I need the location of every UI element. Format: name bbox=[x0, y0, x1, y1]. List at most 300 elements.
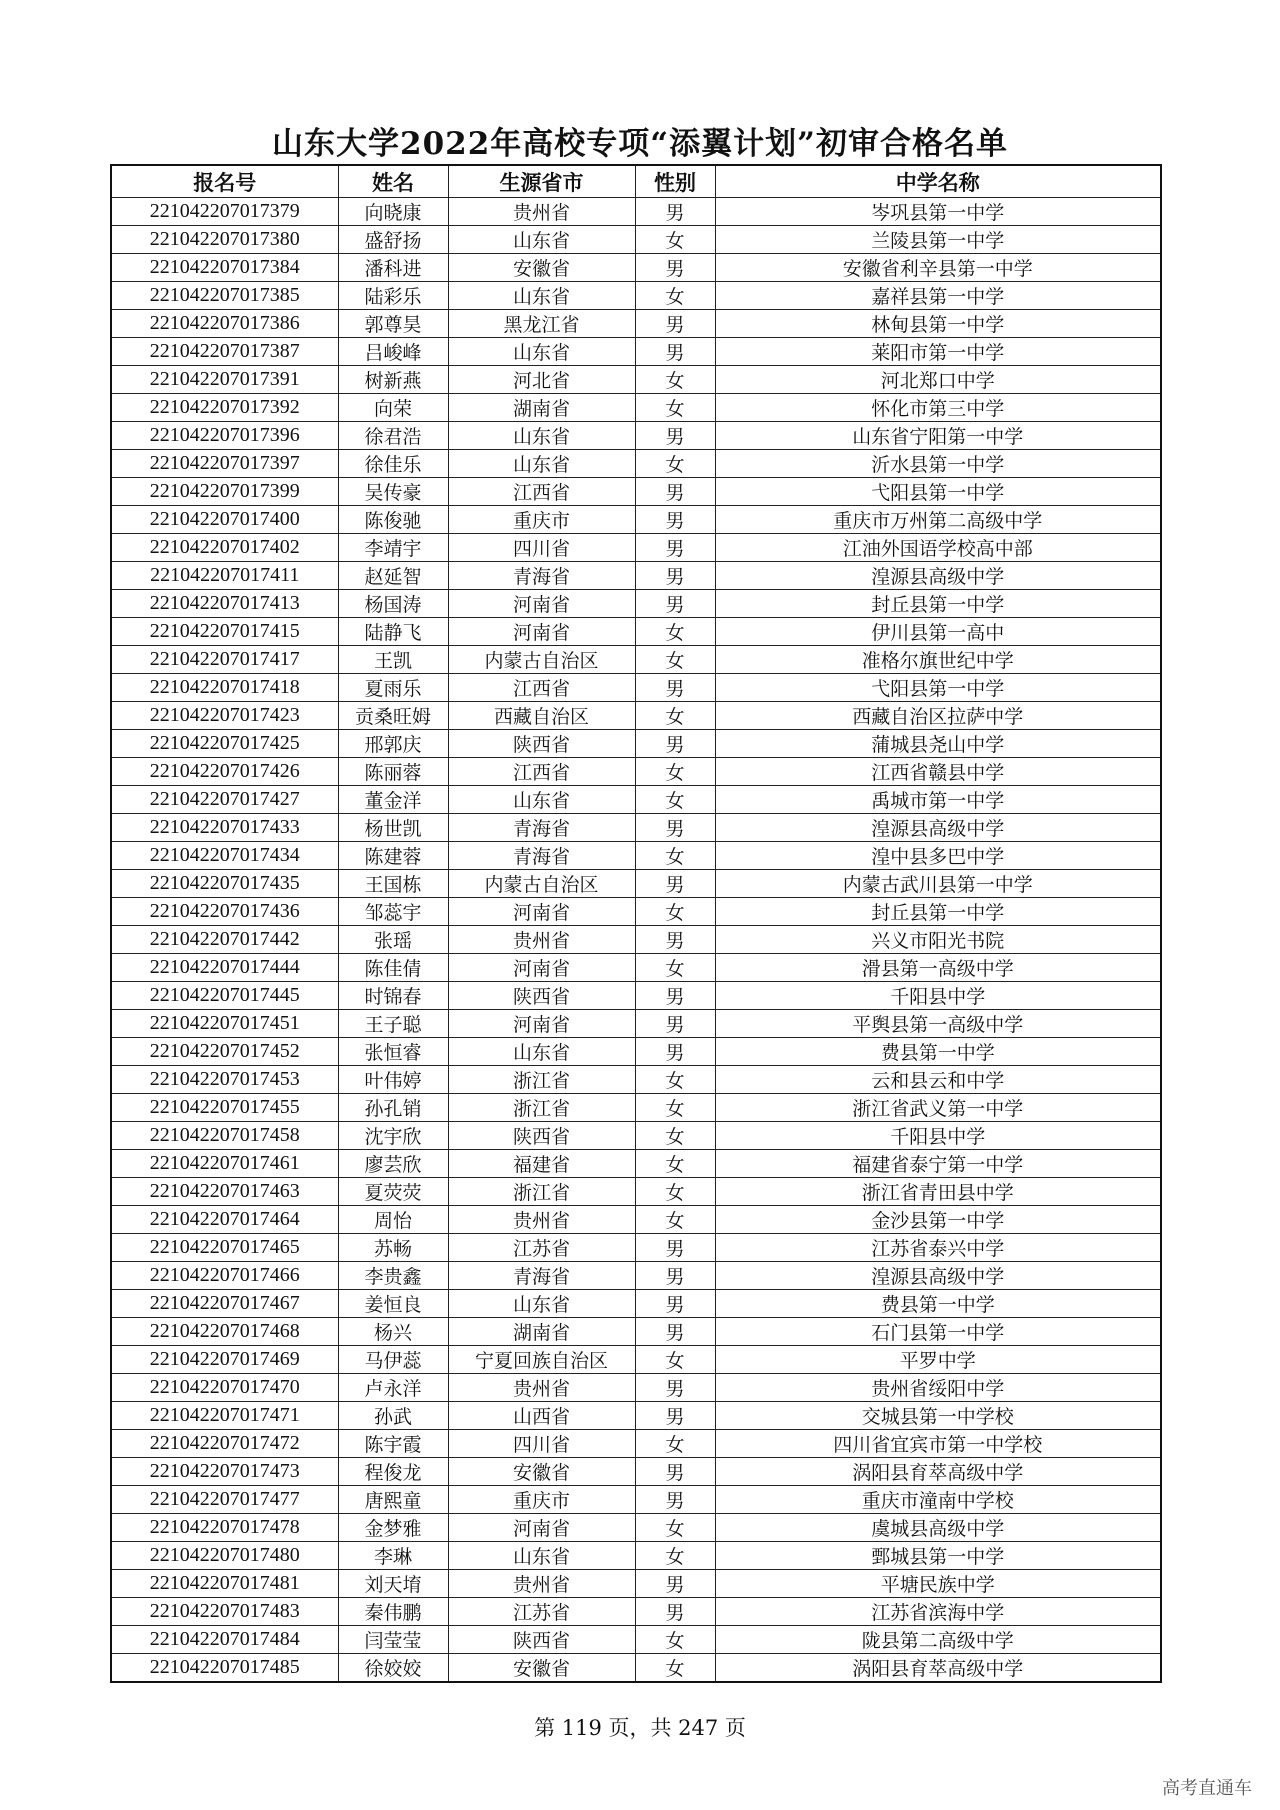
cell-name: 李贵鑫 bbox=[338, 1262, 448, 1290]
table-row bbox=[111, 646, 1161, 674]
cell-gender: 男 bbox=[635, 1402, 715, 1430]
table-row bbox=[111, 954, 1161, 982]
table-row bbox=[111, 422, 1161, 450]
cell-name: 王凯 bbox=[338, 646, 448, 674]
cell-province: 四川省 bbox=[448, 1430, 635, 1458]
cell-school: 石门县第一中学 bbox=[715, 1318, 1161, 1346]
cell-province: 浙江省 bbox=[448, 1094, 635, 1122]
table-row bbox=[111, 1290, 1161, 1318]
cell-id: 221042207017427 bbox=[111, 786, 338, 814]
cell-name: 孙武 bbox=[338, 1402, 448, 1430]
cell-gender: 男 bbox=[635, 310, 715, 338]
cell-name: 向荣 bbox=[338, 394, 448, 422]
cell-id: 221042207017455 bbox=[111, 1094, 338, 1122]
cell-id: 221042207017442 bbox=[111, 926, 338, 954]
cell-school: 四川省宜宾市第一中学校 bbox=[715, 1430, 1161, 1458]
cell-name: 廖芸欣 bbox=[338, 1150, 448, 1178]
cell-province: 西藏自治区 bbox=[448, 702, 635, 730]
cell-gender: 女 bbox=[635, 1206, 715, 1234]
cell-id: 221042207017451 bbox=[111, 1010, 338, 1038]
cell-province: 江苏省 bbox=[448, 1598, 635, 1626]
cell-province: 陕西省 bbox=[448, 982, 635, 1010]
cell-id: 221042207017387 bbox=[111, 338, 338, 366]
cell-id: 221042207017418 bbox=[111, 674, 338, 702]
table-row bbox=[111, 254, 1161, 282]
table-row bbox=[111, 730, 1161, 758]
cell-province: 江西省 bbox=[448, 478, 635, 506]
cell-gender: 男 bbox=[635, 534, 715, 562]
cell-province: 贵州省 bbox=[448, 1570, 635, 1598]
cell-school: 浙江省武义第一中学 bbox=[715, 1094, 1161, 1122]
cell-name: 贡桑旺姆 bbox=[338, 702, 448, 730]
cell-school: 千阳县中学 bbox=[715, 1122, 1161, 1150]
table-row bbox=[111, 814, 1161, 842]
table-row bbox=[111, 1402, 1161, 1430]
cell-gender: 女 bbox=[635, 646, 715, 674]
cell-name: 杨世凯 bbox=[338, 814, 448, 842]
cell-name: 李琳 bbox=[338, 1542, 448, 1570]
cell-name: 徐佳乐 bbox=[338, 450, 448, 478]
cell-gender: 女 bbox=[635, 394, 715, 422]
table-row bbox=[111, 534, 1161, 562]
cell-name: 王子聪 bbox=[338, 1010, 448, 1038]
table-row bbox=[111, 478, 1161, 506]
cell-school: 封丘县第一中学 bbox=[715, 898, 1161, 926]
cell-school: 弋阳县第一中学 bbox=[715, 478, 1161, 506]
cell-id: 221042207017484 bbox=[111, 1626, 338, 1654]
table-row bbox=[111, 1374, 1161, 1402]
cell-gender: 男 bbox=[635, 338, 715, 366]
cell-province: 山东省 bbox=[448, 786, 635, 814]
cell-gender: 女 bbox=[635, 898, 715, 926]
cell-gender: 男 bbox=[635, 1010, 715, 1038]
cell-id: 221042207017444 bbox=[111, 954, 338, 982]
cell-gender: 男 bbox=[635, 590, 715, 618]
cell-gender: 女 bbox=[635, 1430, 715, 1458]
cell-name: 徐君浩 bbox=[338, 422, 448, 450]
table-row bbox=[111, 1038, 1161, 1066]
table-row bbox=[111, 674, 1161, 702]
cell-id: 221042207017470 bbox=[111, 1374, 338, 1402]
cell-name: 程俊龙 bbox=[338, 1458, 448, 1486]
cell-gender: 女 bbox=[635, 1514, 715, 1542]
cell-name: 马伊蕊 bbox=[338, 1346, 448, 1374]
cell-gender: 男 bbox=[635, 870, 715, 898]
cell-id: 221042207017473 bbox=[111, 1458, 338, 1486]
cell-name: 盛舒扬 bbox=[338, 226, 448, 254]
cell-school: 千阳县中学 bbox=[715, 982, 1161, 1010]
table-row bbox=[111, 1318, 1161, 1346]
cell-province: 重庆市 bbox=[448, 1486, 635, 1514]
cell-gender: 男 bbox=[635, 926, 715, 954]
cell-gender: 女 bbox=[635, 366, 715, 394]
cell-gender: 男 bbox=[635, 1486, 715, 1514]
cell-school: 平罗中学 bbox=[715, 1346, 1161, 1374]
cell-province: 山东省 bbox=[448, 450, 635, 478]
cell-school: 封丘县第一中学 bbox=[715, 590, 1161, 618]
cell-name: 陈建蓉 bbox=[338, 842, 448, 870]
cell-name: 邹蕊宇 bbox=[338, 898, 448, 926]
cell-id: 221042207017397 bbox=[111, 450, 338, 478]
cell-id: 221042207017379 bbox=[111, 198, 338, 226]
cell-province: 山东省 bbox=[448, 1290, 635, 1318]
cell-province: 河南省 bbox=[448, 898, 635, 926]
cell-province: 贵州省 bbox=[448, 198, 635, 226]
cell-id: 221042207017467 bbox=[111, 1290, 338, 1318]
cell-id: 221042207017472 bbox=[111, 1430, 338, 1458]
cell-id: 221042207017466 bbox=[111, 1262, 338, 1290]
cell-province: 江西省 bbox=[448, 758, 635, 786]
cell-gender: 男 bbox=[635, 1598, 715, 1626]
cell-id: 221042207017417 bbox=[111, 646, 338, 674]
cell-school: 河北郑口中学 bbox=[715, 366, 1161, 394]
cell-school: 涡阳县育萃高级中学 bbox=[715, 1654, 1161, 1683]
table-row bbox=[111, 758, 1161, 786]
cell-province: 河南省 bbox=[448, 618, 635, 646]
table-row bbox=[111, 1626, 1161, 1654]
cell-name: 王国栋 bbox=[338, 870, 448, 898]
cell-school: 嘉祥县第一中学 bbox=[715, 282, 1161, 310]
cell-school: 岑巩县第一中学 bbox=[715, 198, 1161, 226]
cell-id: 221042207017400 bbox=[111, 506, 338, 534]
cell-name: 陈佳倩 bbox=[338, 954, 448, 982]
cell-gender: 男 bbox=[635, 674, 715, 702]
cell-name: 沈宇欣 bbox=[338, 1122, 448, 1150]
cell-gender: 男 bbox=[635, 1262, 715, 1290]
table-row bbox=[111, 366, 1161, 394]
cell-school: 湟源县高级中学 bbox=[715, 562, 1161, 590]
cell-province: 山东省 bbox=[448, 422, 635, 450]
cell-gender: 女 bbox=[635, 954, 715, 982]
cell-school: 沂水县第一中学 bbox=[715, 450, 1161, 478]
cell-id: 221042207017468 bbox=[111, 1318, 338, 1346]
cell-province: 河南省 bbox=[448, 1514, 635, 1542]
cell-id: 221042207017385 bbox=[111, 282, 338, 310]
cell-province: 青海省 bbox=[448, 842, 635, 870]
cell-school: 湟中县多巴中学 bbox=[715, 842, 1161, 870]
cell-province: 河南省 bbox=[448, 1010, 635, 1038]
cell-id: 221042207017465 bbox=[111, 1234, 338, 1262]
table-row bbox=[111, 1430, 1161, 1458]
cell-school: 平塘民族中学 bbox=[715, 1570, 1161, 1598]
cell-school: 费县第一中学 bbox=[715, 1038, 1161, 1066]
table-row bbox=[111, 982, 1161, 1010]
cell-school: 湟源县高级中学 bbox=[715, 814, 1161, 842]
cell-gender: 女 bbox=[635, 1626, 715, 1654]
table-row bbox=[111, 1458, 1161, 1486]
table-row bbox=[111, 1346, 1161, 1374]
table-row bbox=[111, 506, 1161, 534]
table-row bbox=[111, 1066, 1161, 1094]
cell-school: 西藏自治区拉萨中学 bbox=[715, 702, 1161, 730]
table-row bbox=[111, 282, 1161, 310]
cell-gender: 女 bbox=[635, 282, 715, 310]
cell-id: 221042207017380 bbox=[111, 226, 338, 254]
cell-province: 陕西省 bbox=[448, 730, 635, 758]
cell-province: 安徽省 bbox=[448, 1458, 635, 1486]
cell-gender: 女 bbox=[635, 1542, 715, 1570]
page-number: 第 119 页，共 247 页 bbox=[534, 1716, 746, 1740]
cell-school: 江西省赣县中学 bbox=[715, 758, 1161, 786]
table-row bbox=[111, 1122, 1161, 1150]
cell-gender: 女 bbox=[635, 758, 715, 786]
cell-name: 夏荧荧 bbox=[338, 1178, 448, 1206]
cell-gender: 女 bbox=[635, 842, 715, 870]
cell-gender: 男 bbox=[635, 982, 715, 1010]
cell-school: 云和县云和中学 bbox=[715, 1066, 1161, 1094]
cell-province: 浙江省 bbox=[448, 1178, 635, 1206]
table-row bbox=[111, 310, 1161, 338]
table-row bbox=[111, 898, 1161, 926]
table-row bbox=[111, 450, 1161, 478]
cell-name: 向晓康 bbox=[338, 198, 448, 226]
cell-id: 221042207017478 bbox=[111, 1514, 338, 1542]
cell-province: 陕西省 bbox=[448, 1122, 635, 1150]
cell-id: 221042207017453 bbox=[111, 1066, 338, 1094]
watermark: 高考直通车 bbox=[1162, 1778, 1252, 1799]
cell-gender: 女 bbox=[635, 1654, 715, 1683]
cell-id: 221042207017411 bbox=[111, 562, 338, 590]
cell-id: 221042207017452 bbox=[111, 1038, 338, 1066]
cell-school: 虞城县高级中学 bbox=[715, 1514, 1161, 1542]
cell-id: 221042207017480 bbox=[111, 1542, 338, 1570]
table-row bbox=[111, 590, 1161, 618]
cell-id: 221042207017426 bbox=[111, 758, 338, 786]
cell-province: 青海省 bbox=[448, 814, 635, 842]
cell-gender: 男 bbox=[635, 730, 715, 758]
table-row bbox=[111, 1542, 1161, 1570]
cell-name: 吴传豪 bbox=[338, 478, 448, 506]
table-row bbox=[111, 842, 1161, 870]
table-row bbox=[111, 338, 1161, 366]
cell-id: 221042207017423 bbox=[111, 702, 338, 730]
table-row bbox=[111, 870, 1161, 898]
column-header-name: 姓名 bbox=[338, 165, 448, 198]
cell-school: 内蒙古武川县第一中学 bbox=[715, 870, 1161, 898]
cell-gender: 女 bbox=[635, 450, 715, 478]
cell-id: 221042207017471 bbox=[111, 1402, 338, 1430]
cell-school: 费县第一中学 bbox=[715, 1290, 1161, 1318]
cell-gender: 男 bbox=[635, 254, 715, 282]
table-row bbox=[111, 394, 1161, 422]
cell-name: 陈丽蓉 bbox=[338, 758, 448, 786]
table-row bbox=[111, 786, 1161, 814]
cell-province: 湖南省 bbox=[448, 394, 635, 422]
cell-id: 221042207017399 bbox=[111, 478, 338, 506]
cell-id: 221042207017436 bbox=[111, 898, 338, 926]
cell-school: 交城县第一中学校 bbox=[715, 1402, 1161, 1430]
cell-gender: 女 bbox=[635, 618, 715, 646]
cell-province: 山东省 bbox=[448, 338, 635, 366]
cell-gender: 男 bbox=[635, 1234, 715, 1262]
table-row bbox=[111, 1094, 1161, 1122]
cell-school: 湟源县高级中学 bbox=[715, 1262, 1161, 1290]
cell-school: 金沙县第一中学 bbox=[715, 1206, 1161, 1234]
cell-school: 鄄城县第一中学 bbox=[715, 1542, 1161, 1570]
cell-school: 贵州省绥阳中学 bbox=[715, 1374, 1161, 1402]
cell-province: 江苏省 bbox=[448, 1234, 635, 1262]
cell-gender: 女 bbox=[635, 1346, 715, 1374]
cell-province: 山东省 bbox=[448, 1542, 635, 1570]
table-row bbox=[111, 1262, 1161, 1290]
cell-province: 山东省 bbox=[448, 226, 635, 254]
cell-id: 221042207017461 bbox=[111, 1150, 338, 1178]
cell-name: 孙孔销 bbox=[338, 1094, 448, 1122]
cell-name: 卢永洋 bbox=[338, 1374, 448, 1402]
cell-province: 河南省 bbox=[448, 590, 635, 618]
cell-school: 兴义市阳光书院 bbox=[715, 926, 1161, 954]
cell-gender: 男 bbox=[635, 506, 715, 534]
cell-name: 刘天堉 bbox=[338, 1570, 448, 1598]
table-row bbox=[111, 1178, 1161, 1206]
cell-gender: 女 bbox=[635, 702, 715, 730]
cell-school: 江苏省滨海中学 bbox=[715, 1598, 1161, 1626]
cell-name: 闫莹莹 bbox=[338, 1626, 448, 1654]
cell-province: 贵州省 bbox=[448, 926, 635, 954]
cell-id: 221042207017396 bbox=[111, 422, 338, 450]
cell-province: 湖南省 bbox=[448, 1318, 635, 1346]
table-row bbox=[111, 1150, 1161, 1178]
table-row bbox=[111, 226, 1161, 254]
cell-gender: 男 bbox=[635, 562, 715, 590]
cell-school: 江苏省泰兴中学 bbox=[715, 1234, 1161, 1262]
cell-gender: 男 bbox=[635, 1318, 715, 1346]
cell-gender: 男 bbox=[635, 814, 715, 842]
cell-province: 贵州省 bbox=[448, 1206, 635, 1234]
table-row bbox=[111, 1010, 1161, 1038]
cell-name: 叶伟婷 bbox=[338, 1066, 448, 1094]
cell-id: 221042207017469 bbox=[111, 1346, 338, 1374]
candidate-table bbox=[110, 164, 1162, 1683]
cell-name: 潘科进 bbox=[338, 254, 448, 282]
cell-gender: 男 bbox=[635, 1458, 715, 1486]
table-body bbox=[111, 198, 1161, 1683]
cell-name: 徐姣姣 bbox=[338, 1654, 448, 1683]
cell-province: 贵州省 bbox=[448, 1374, 635, 1402]
cell-id: 221042207017402 bbox=[111, 534, 338, 562]
cell-province: 黑龙江省 bbox=[448, 310, 635, 338]
cell-id: 221042207017477 bbox=[111, 1486, 338, 1514]
cell-province: 青海省 bbox=[448, 562, 635, 590]
cell-name: 陈俊驰 bbox=[338, 506, 448, 534]
cell-school: 弋阳县第一中学 bbox=[715, 674, 1161, 702]
cell-gender: 男 bbox=[635, 1570, 715, 1598]
cell-id: 221042207017415 bbox=[111, 618, 338, 646]
cell-name: 金梦雅 bbox=[338, 1514, 448, 1542]
cell-province: 浙江省 bbox=[448, 1066, 635, 1094]
cell-gender: 男 bbox=[635, 1374, 715, 1402]
cell-province: 江西省 bbox=[448, 674, 635, 702]
table-row bbox=[111, 618, 1161, 646]
column-header-province: 生源省市 bbox=[448, 165, 635, 198]
cell-school: 安徽省利辛县第一中学 bbox=[715, 254, 1161, 282]
table-row bbox=[111, 1514, 1161, 1542]
cell-name: 陈宇霞 bbox=[338, 1430, 448, 1458]
cell-id: 221042207017386 bbox=[111, 310, 338, 338]
table-row bbox=[111, 1206, 1161, 1234]
cell-name: 李靖宇 bbox=[338, 534, 448, 562]
cell-name: 吕峻峰 bbox=[338, 338, 448, 366]
cell-id: 221042207017483 bbox=[111, 1598, 338, 1626]
cell-school: 山东省宁阳第一中学 bbox=[715, 422, 1161, 450]
cell-province: 宁夏回族自治区 bbox=[448, 1346, 635, 1374]
cell-name: 秦伟鹏 bbox=[338, 1598, 448, 1626]
cell-id: 221042207017391 bbox=[111, 366, 338, 394]
cell-gender: 男 bbox=[635, 198, 715, 226]
cell-province: 河南省 bbox=[448, 954, 635, 982]
cell-name: 苏畅 bbox=[338, 1234, 448, 1262]
cell-gender: 女 bbox=[635, 1066, 715, 1094]
cell-school: 兰陵县第一中学 bbox=[715, 226, 1161, 254]
cell-province: 陕西省 bbox=[448, 1626, 635, 1654]
cell-name: 邢郭庆 bbox=[338, 730, 448, 758]
cell-school: 莱阳市第一中学 bbox=[715, 338, 1161, 366]
cell-province: 安徽省 bbox=[448, 1654, 635, 1683]
column-header-school: 中学名称 bbox=[715, 165, 1161, 198]
cell-id: 221042207017413 bbox=[111, 590, 338, 618]
cell-school: 伊川县第一高中 bbox=[715, 618, 1161, 646]
cell-id: 221042207017425 bbox=[111, 730, 338, 758]
cell-name: 陆静飞 bbox=[338, 618, 448, 646]
cell-name: 唐熙童 bbox=[338, 1486, 448, 1514]
cell-name: 杨国涛 bbox=[338, 590, 448, 618]
cell-id: 221042207017464 bbox=[111, 1206, 338, 1234]
cell-name: 姜恒良 bbox=[338, 1290, 448, 1318]
table-row bbox=[111, 1570, 1161, 1598]
cell-gender: 女 bbox=[635, 786, 715, 814]
cell-province: 山西省 bbox=[448, 1402, 635, 1430]
cell-school: 平舆县第一高级中学 bbox=[715, 1010, 1161, 1038]
table-header-row bbox=[111, 165, 1161, 198]
table-row bbox=[111, 1654, 1161, 1683]
cell-province: 重庆市 bbox=[448, 506, 635, 534]
cell-name: 周怡 bbox=[338, 1206, 448, 1234]
cell-name: 陆彩乐 bbox=[338, 282, 448, 310]
cell-school: 重庆市万州第二高级中学 bbox=[715, 506, 1161, 534]
cell-school: 怀化市第三中学 bbox=[715, 394, 1161, 422]
table-row bbox=[111, 1598, 1161, 1626]
table-row bbox=[111, 1234, 1161, 1262]
cell-gender: 女 bbox=[635, 1122, 715, 1150]
page-title: 山东大学2022年高校专项“添翼计划”初审合格名单 bbox=[272, 126, 1008, 162]
cell-gender: 女 bbox=[635, 226, 715, 254]
cell-school: 林甸县第一中学 bbox=[715, 310, 1161, 338]
cell-id: 221042207017445 bbox=[111, 982, 338, 1010]
cell-province: 山东省 bbox=[448, 282, 635, 310]
cell-name: 董金洋 bbox=[338, 786, 448, 814]
table-row bbox=[111, 198, 1161, 226]
cell-name: 夏雨乐 bbox=[338, 674, 448, 702]
cell-name: 时锦春 bbox=[338, 982, 448, 1010]
cell-school: 江油外国语学校高中部 bbox=[715, 534, 1161, 562]
cell-school: 重庆市潼南中学校 bbox=[715, 1486, 1161, 1514]
cell-province: 安徽省 bbox=[448, 254, 635, 282]
cell-id: 221042207017433 bbox=[111, 814, 338, 842]
cell-school: 准格尔旗世纪中学 bbox=[715, 646, 1161, 674]
cell-school: 蒲城县尧山中学 bbox=[715, 730, 1161, 758]
cell-name: 张瑶 bbox=[338, 926, 448, 954]
cell-school: 禹城市第一中学 bbox=[715, 786, 1161, 814]
cell-gender: 女 bbox=[635, 1150, 715, 1178]
table-row bbox=[111, 1486, 1161, 1514]
cell-province: 福建省 bbox=[448, 1150, 635, 1178]
cell-province: 四川省 bbox=[448, 534, 635, 562]
cell-school: 涡阳县育萃高级中学 bbox=[715, 1458, 1161, 1486]
cell-province: 内蒙古自治区 bbox=[448, 646, 635, 674]
cell-gender: 女 bbox=[635, 1178, 715, 1206]
cell-school: 陇县第二高级中学 bbox=[715, 1626, 1161, 1654]
cell-province: 青海省 bbox=[448, 1262, 635, 1290]
